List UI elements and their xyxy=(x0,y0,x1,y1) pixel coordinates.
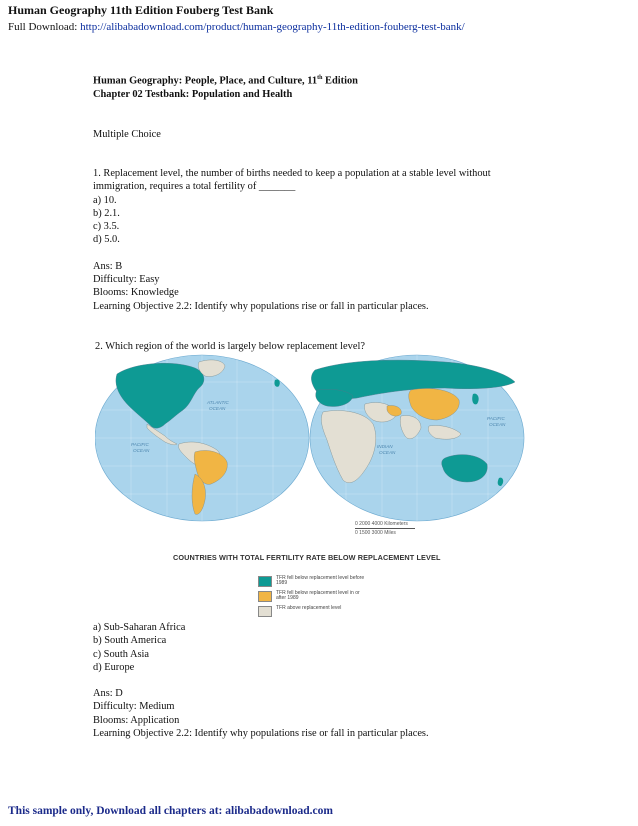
ocean-label: OCEAN xyxy=(489,422,506,427)
q1-option-d: d) 5.0. xyxy=(93,234,120,246)
q1-option-b: b) 2.1. xyxy=(93,207,120,219)
map-scale xyxy=(355,521,465,543)
q1-option-c: c) 3.5. xyxy=(93,221,120,233)
q1-text-line1: 1. Replacement level, the number of births needed to keep a population at a stable level without xyxy=(93,168,491,179)
q1-difficulty: Difficulty: Easy xyxy=(93,274,160,286)
ocean-label: ATLANTIC xyxy=(207,400,229,405)
ocean-label: OCEAN xyxy=(209,406,226,411)
q1-objective: Learning Objective 2.2: Identify why populations rise or fall in particular places. xyxy=(93,300,429,312)
q2-option-b: b) South America xyxy=(93,635,167,647)
q1-option-a: a) 10. xyxy=(93,194,117,206)
question-2-body xyxy=(93,621,563,740)
legend-label: TFR above replacement level xyxy=(276,605,342,611)
map-title: COUNTRIES WITH TOTAL FERTILITY RATE BELOW REPLACEMENT LEVEL xyxy=(173,553,441,562)
question-1 xyxy=(93,167,563,313)
q2-option-a: a) Sub-Saharan Africa xyxy=(93,622,186,633)
legend-label: TFR fell below replacement level in or after 1989 xyxy=(276,590,360,602)
world-fertility-map xyxy=(95,354,525,522)
footer-text: This sample only, Download all chapters at: xyxy=(8,805,226,817)
q1-text-line2: immigration, requires a total fertility of _______ xyxy=(93,181,296,193)
scale-miles: 0 1500 3000 Miles xyxy=(355,530,396,536)
doc-title xyxy=(93,72,563,101)
q1-answer: Ans: B xyxy=(93,260,123,272)
map-legend xyxy=(258,576,368,621)
legend-item xyxy=(258,606,368,617)
q2-text: 2. Which region of the world is largely below replacement level? xyxy=(95,341,365,352)
q2-objective: Learning Objective 2.2: Identify why populations rise or fall in particular places. xyxy=(93,728,429,740)
doc-title-sup: th xyxy=(317,75,323,81)
q2-blooms: Blooms: Application xyxy=(93,714,180,726)
scale-km: 0 2000 4000 Kilometers xyxy=(355,521,408,527)
footer-site-link[interactable]: alibabadownload.com xyxy=(225,805,333,817)
legend-item xyxy=(258,576,368,587)
q2-difficulty: Difficulty: Medium xyxy=(93,701,175,713)
doc-subtitle: Chapter 02 Testbank: Population and Health xyxy=(93,88,293,100)
footer-note xyxy=(8,805,333,817)
download-line xyxy=(8,21,465,33)
map-right-lobe xyxy=(310,354,525,522)
legend-swatch xyxy=(258,606,272,617)
download-link[interactable]: http://alibabadownload.com/product/human-geography-11th-edition-fouberg-test-bank/ xyxy=(80,21,465,33)
ocean-label: INDIAN xyxy=(377,444,393,449)
ocean-label: PACIFIC xyxy=(487,416,505,421)
q1-blooms: Blooms: Knowledge xyxy=(93,287,179,299)
doc-title-line1-end: Edition xyxy=(322,75,358,87)
q2-option-c: c) South Asia xyxy=(93,648,149,660)
legend-swatch xyxy=(258,576,272,587)
legend-item xyxy=(258,591,368,602)
map-left-lobe xyxy=(95,354,309,522)
ocean-label: OCEAN xyxy=(379,450,396,455)
q2-answer: Ans: D xyxy=(93,688,123,700)
ocean-label: OCEAN xyxy=(133,448,150,453)
uk-shape xyxy=(274,379,279,386)
doc-title-line1: Human Geography: People, Place, and Culture, 11 xyxy=(93,75,318,87)
section-label: Multiple Choice xyxy=(93,129,161,140)
ocean-label: PACIFIC xyxy=(131,442,149,447)
legend-label: TFR fell below replacement level before 1989 xyxy=(276,575,365,587)
download-label: Full Download: xyxy=(8,21,81,33)
q2-option-d: d) Europe xyxy=(93,661,135,673)
page-header-title: Human Geography 11th Edition Fouberg Test Bank xyxy=(8,3,274,17)
legend-swatch xyxy=(258,591,272,602)
